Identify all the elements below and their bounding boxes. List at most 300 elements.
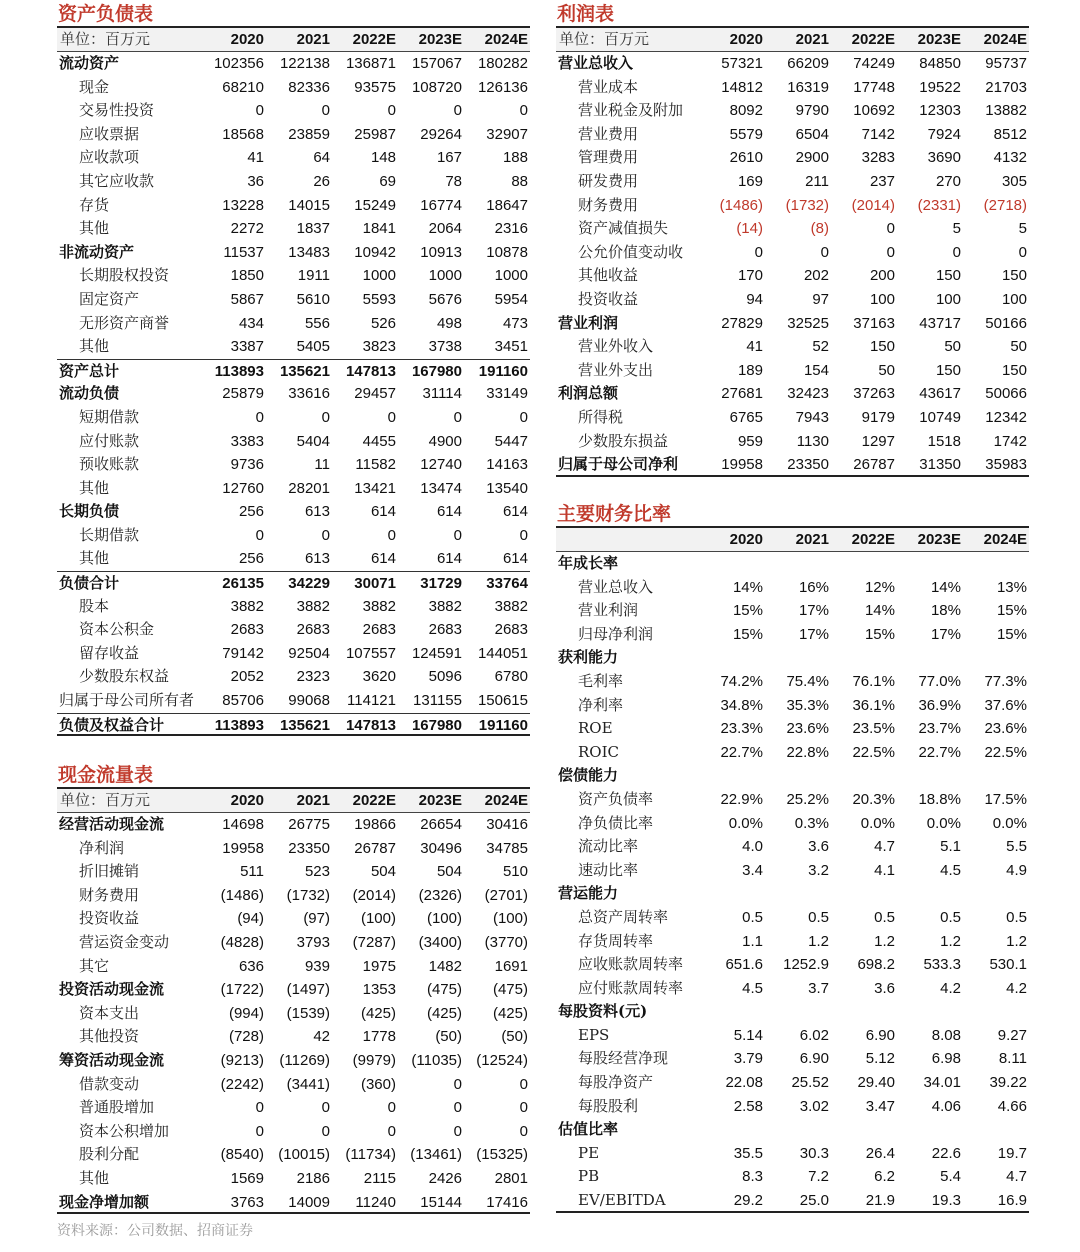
row-label: PB — [578, 1167, 600, 1186]
table-row — [556, 194, 1029, 218]
cell-value: 1353 — [362, 981, 396, 999]
cell-value: 43717 — [919, 314, 961, 332]
cell-value: 13228 — [222, 196, 264, 214]
cell-value: 3.79 — [733, 1050, 763, 1068]
cell-value: 5447 — [494, 432, 528, 450]
cell-value — [831, 646, 897, 670]
row-label: 短期借款 — [79, 407, 140, 426]
cell-value: 4.2 — [1006, 979, 1027, 997]
year-header: 2022E — [352, 792, 396, 809]
cell-value: 13483 — [288, 243, 330, 261]
cell-value: 92504 — [288, 644, 330, 662]
cell-value: 114121 — [347, 692, 396, 710]
cell-value: 13540 — [486, 479, 528, 497]
cell-value: 167980 — [411, 716, 462, 734]
cell-value: 6.02 — [799, 1026, 829, 1044]
table-row — [556, 1000, 1029, 1024]
cell-value: (2326) — [418, 886, 462, 904]
cell-value: 651.6 — [725, 956, 763, 974]
cell-value: 34.01 — [923, 1074, 961, 1092]
table-row — [57, 170, 530, 194]
cell-value: 9179 — [861, 408, 895, 426]
cell-value: 0 — [1018, 243, 1027, 261]
cell-value: 136871 — [345, 55, 396, 72]
cell-value: 22.5% — [984, 743, 1027, 761]
row-label: 负债及权益合计 — [59, 715, 165, 734]
cell-value: 18647 — [486, 196, 528, 214]
table-row — [556, 953, 1029, 977]
cell-value: 200 — [869, 267, 895, 285]
year-header: 2024E — [983, 531, 1027, 548]
year-header: 2020 — [729, 31, 763, 48]
cell-value: 31350 — [919, 456, 961, 474]
row-label: 应付账款周转率 — [578, 978, 684, 997]
table-row — [57, 813, 530, 837]
cell-value: 0 — [387, 1122, 396, 1140]
cell-value: 50 — [1010, 338, 1027, 356]
cell-value: 11 — [314, 456, 330, 474]
year-header: 2023E — [418, 792, 462, 809]
table-row — [57, 146, 530, 170]
cell-value: 959 — [737, 432, 763, 450]
cell-value: 37263 — [853, 385, 895, 403]
table-row — [57, 1120, 530, 1144]
cell-value: 614 — [370, 550, 396, 568]
row-label: 长期股权投资 — [79, 266, 170, 285]
row-label: 其它应收款 — [79, 171, 155, 190]
row-label: 应付账款 — [79, 431, 140, 450]
row-label: 净负债比率 — [578, 813, 654, 832]
cell-value: 102356 — [213, 55, 264, 72]
cell-value: 135621 — [279, 716, 330, 734]
cell-value: 32423 — [787, 385, 829, 403]
cell-value: (50) — [501, 1028, 528, 1046]
cell-value: 1837 — [296, 220, 330, 238]
table-row — [57, 1002, 530, 1026]
table-row — [57, 642, 530, 666]
cash-flow-header — [57, 789, 530, 813]
year-header: 2021 — [296, 792, 330, 809]
ratios-panel — [556, 500, 1029, 1213]
row-label: 流动负债 — [59, 384, 120, 403]
cell-value — [963, 882, 1029, 906]
balance-sheet-header — [57, 28, 530, 52]
row-label: 净利润 — [79, 838, 125, 857]
cell-value: 18% — [930, 602, 961, 620]
row-label: 其他 — [79, 1168, 110, 1187]
row-label: 资本公积金 — [79, 620, 155, 639]
cell-value: 0.0% — [728, 814, 763, 832]
table-row — [556, 359, 1029, 383]
cell-value — [699, 552, 765, 576]
cell-value: 3882 — [428, 597, 462, 615]
cell-value: 25987 — [354, 125, 396, 143]
cell-value: 23.3% — [720, 720, 763, 738]
cell-value: 5954 — [494, 290, 528, 308]
cell-value: 100 — [1001, 290, 1027, 308]
cell-value: 29.40 — [857, 1074, 895, 1092]
cell-value: 50066 — [985, 385, 1027, 403]
cell-value: 510 — [502, 863, 528, 881]
table-row — [556, 1071, 1029, 1095]
cell-value: 0 — [820, 243, 829, 261]
cell-value: 0 — [255, 102, 264, 120]
cell-value: 0 — [387, 1099, 396, 1117]
row-label: 估值比率 — [558, 1120, 619, 1139]
cell-value: 20.3% — [852, 790, 895, 808]
row-label: 年成长率 — [558, 554, 619, 572]
cell-value: (12524) — [476, 1051, 528, 1069]
cell-value: 9.27 — [997, 1026, 1027, 1044]
year-header: 2024E — [484, 31, 528, 48]
table-row — [57, 547, 530, 571]
cell-value: 4.0 — [742, 838, 763, 856]
cell-value: 11537 — [223, 243, 264, 261]
cell-value: 1691 — [494, 957, 528, 975]
cell-value: (2242) — [220, 1075, 264, 1093]
table-row — [556, 335, 1029, 359]
row-label: 负债合计 — [59, 574, 120, 593]
cell-value: (9979) — [352, 1051, 396, 1069]
cell-value: 31114 — [422, 385, 462, 403]
cell-value: 5676 — [428, 290, 462, 308]
cell-value: 35983 — [985, 456, 1027, 474]
cell-value: 30416 — [486, 816, 528, 833]
cell-value — [765, 552, 831, 576]
table-row — [57, 571, 530, 595]
cell-value: 0 — [519, 1099, 528, 1117]
cell-value: 3738 — [428, 338, 462, 356]
cell-value: 15% — [732, 602, 763, 620]
cell-value: 74249 — [853, 55, 895, 72]
cell-value: 1482 — [428, 957, 462, 975]
cell-value: 0 — [255, 1099, 264, 1117]
cell-value: 5867 — [230, 290, 264, 308]
cell-value: 3283 — [861, 149, 895, 167]
cell-value: 1.2 — [940, 932, 961, 950]
cell-value — [765, 1000, 831, 1024]
year-header: 2024E — [983, 31, 1027, 48]
cell-value: 14015 — [288, 196, 330, 214]
cell-value: 107557 — [345, 644, 396, 662]
cell-value — [897, 552, 963, 576]
cell-value: 32907 — [486, 125, 528, 143]
table-row — [556, 623, 1029, 647]
row-label: 固定资产 — [79, 289, 140, 308]
cell-value: 473 — [502, 314, 528, 332]
cell-value: 0 — [321, 408, 330, 426]
row-label: 资本公积增加 — [79, 1121, 170, 1140]
cell-value: 19.3 — [931, 1192, 961, 1210]
row-label: 长期负债 — [59, 502, 120, 521]
table-row — [556, 882, 1029, 906]
row-label: 应收账款周转率 — [578, 955, 684, 974]
row-label: 其他 — [79, 478, 110, 497]
cell-value: 2683 — [428, 621, 462, 639]
cell-value: 3.02 — [799, 1097, 829, 1115]
cell-value: 3387 — [230, 338, 264, 356]
unit-label: 单位：百万元 — [60, 30, 151, 48]
cell-value: 4.66 — [997, 1097, 1027, 1115]
cell-value: 636 — [238, 957, 264, 975]
cell-value: (425) — [426, 1004, 462, 1022]
cell-value: 2683 — [230, 621, 264, 639]
cell-value: 31729 — [420, 575, 462, 593]
table-row — [57, 406, 530, 430]
table-row — [57, 52, 530, 76]
cell-value: 4.5 — [940, 861, 961, 879]
row-label: 存货周转率 — [578, 931, 654, 950]
cell-value: 3763 — [230, 1193, 264, 1211]
table-row — [57, 1191, 530, 1215]
cell-value: 1252.9 — [783, 956, 829, 974]
cell-value: 19522 — [919, 78, 961, 96]
cell-value: 15% — [864, 625, 895, 643]
table-row — [556, 430, 1029, 454]
table-row — [556, 52, 1029, 76]
cell-value: 14% — [930, 578, 961, 596]
row-label: 公允价值变动收 — [578, 242, 684, 261]
cell-value: 0.5 — [1006, 908, 1027, 926]
row-label: 财务费用 — [79, 885, 140, 904]
cell-value: 13474 — [420, 479, 462, 497]
table-row — [556, 764, 1029, 788]
table-row — [57, 665, 530, 689]
cell-value: 504 — [436, 863, 462, 881]
cell-value: 0.3% — [794, 814, 829, 832]
cell-value: (15325) — [476, 1146, 528, 1164]
row-label: 资产负债率 — [578, 789, 654, 808]
cell-value: (2718) — [983, 196, 1027, 214]
income-statement-body — [556, 52, 1029, 477]
cell-value: 2801 — [494, 1169, 528, 1187]
cell-value: 5.12 — [865, 1050, 895, 1068]
cell-value: 41 — [746, 338, 763, 356]
cell-value: 1841 — [362, 220, 396, 238]
cell-value: 19958 — [222, 839, 264, 857]
cell-value: (2331) — [917, 196, 961, 214]
cell-value — [765, 882, 831, 906]
cell-value: 13421 — [354, 479, 396, 497]
cell-value: 17.5% — [984, 790, 1027, 808]
cell-value: 23350 — [787, 456, 829, 474]
cell-value: 6.90 — [865, 1026, 895, 1044]
table-row — [57, 430, 530, 454]
cell-value: 614 — [436, 550, 462, 568]
cell-value: 3.47 — [865, 1097, 895, 1115]
row-label: 资本支出 — [79, 1003, 140, 1022]
cell-value: 36 — [247, 172, 264, 190]
cell-value: (425) — [360, 1004, 396, 1022]
cell-value: 3882 — [494, 597, 528, 615]
cell-value — [963, 646, 1029, 670]
cell-value: 1.1 — [742, 932, 763, 950]
row-label: 投资活动现金流 — [59, 980, 165, 999]
cell-value: 5 — [952, 220, 961, 238]
cell-value: 108720 — [411, 78, 462, 96]
cell-value: 4455 — [362, 432, 396, 450]
row-label: 其他投资 — [79, 1027, 140, 1046]
table-row — [57, 931, 530, 955]
table-row — [57, 618, 530, 642]
cell-value: 10942 — [354, 243, 396, 261]
cell-value: 0 — [453, 1099, 462, 1117]
table-row — [556, 670, 1029, 694]
table-row — [57, 382, 530, 406]
cell-value: (1486) — [719, 196, 763, 214]
cell-value: 126136 — [477, 78, 528, 96]
cell-value: 4.7 — [1006, 1168, 1027, 1186]
year-header: 2020 — [230, 792, 264, 809]
table-row — [556, 1189, 1029, 1213]
cell-value: 8.11 — [998, 1050, 1027, 1068]
cell-value: 0 — [255, 1122, 264, 1140]
cell-value: 0 — [519, 526, 528, 544]
cell-value: 34229 — [288, 575, 330, 593]
cell-value: 26135 — [222, 575, 264, 593]
cell-value: (8) — [810, 220, 829, 238]
cell-value: 191160 — [478, 362, 528, 380]
cell-value: 3.6 — [808, 838, 829, 856]
cell-value: 1.2 — [874, 932, 895, 950]
table-row — [57, 264, 530, 288]
cell-value: 0 — [952, 243, 961, 261]
cash-flow-body — [57, 813, 530, 1214]
row-label: EV/EBITDA — [578, 1191, 666, 1210]
cell-value: 5.14 — [733, 1026, 763, 1044]
cell-value: 75.4% — [786, 672, 829, 690]
cell-value: 17% — [798, 625, 829, 643]
cell-value: 22.8% — [786, 743, 829, 761]
row-label: 其它 — [79, 956, 110, 975]
cell-value: 26787 — [853, 456, 895, 474]
cell-value: 1911 — [297, 267, 330, 285]
cell-value — [699, 1000, 765, 1024]
ratios-body — [556, 552, 1029, 1213]
cell-value: 82336 — [288, 78, 330, 96]
table-row — [556, 99, 1029, 123]
row-label: PE — [578, 1143, 600, 1162]
cell-value: 613 — [304, 503, 330, 521]
cell-value: (100) — [426, 910, 462, 928]
cell-value: 0.0% — [992, 814, 1027, 832]
table-row — [556, 788, 1029, 812]
row-label: 股本 — [79, 596, 110, 615]
row-label: 营业外收入 — [578, 337, 654, 356]
table-row — [57, 123, 530, 147]
table-row — [556, 812, 1029, 836]
cell-value: 5579 — [729, 125, 763, 143]
cell-value: 12740 — [420, 456, 462, 474]
row-label: 营运资金变动 — [79, 932, 170, 951]
table-row — [556, 552, 1029, 576]
cell-value: 2610 — [729, 149, 763, 167]
table-row — [556, 382, 1029, 406]
cell-value: 16319 — [787, 78, 829, 96]
cell-value: 614 — [502, 503, 528, 521]
cell-value: (475) — [492, 981, 528, 999]
cell-value: 556 — [304, 314, 330, 332]
cell-value: 26787 — [354, 839, 396, 857]
table-row — [556, 1165, 1029, 1189]
cell-value: 16.9 — [997, 1192, 1027, 1210]
cell-value: 0 — [255, 408, 264, 426]
table-row — [556, 576, 1029, 600]
cell-value: 1742 — [993, 432, 1027, 450]
row-label: 营业总收入 — [578, 577, 654, 596]
cell-value: 22.08 — [725, 1074, 763, 1092]
cell-value: 0 — [453, 1075, 462, 1093]
cell-value: 0 — [321, 102, 330, 120]
row-label: 归属于母公司净利 — [558, 455, 679, 474]
cell-value: 29457 — [354, 385, 396, 403]
cell-value: 27829 — [721, 314, 763, 332]
table-row — [57, 1143, 530, 1167]
cell-value: (100) — [492, 910, 528, 928]
cell-value: 2426 — [428, 1169, 462, 1187]
cell-value — [963, 1000, 1029, 1024]
cell-value: 3.4 — [742, 861, 763, 879]
cell-value: 150 — [935, 267, 961, 285]
cell-value: 15% — [996, 625, 1027, 643]
cell-value: 180282 — [477, 55, 528, 72]
row-label: 偿债能力 — [558, 766, 619, 785]
cell-value: 167 — [436, 149, 462, 167]
cell-value: 22.7% — [720, 743, 763, 761]
cell-value: 25879 — [222, 385, 264, 403]
cell-value: 0 — [387, 408, 396, 426]
cell-value: (14) — [736, 220, 763, 238]
cell-value: (4828) — [220, 933, 264, 951]
cell-value: 15249 — [354, 196, 396, 214]
cell-value: 6.90 — [799, 1050, 829, 1068]
cell-value: 148 — [370, 149, 396, 167]
cell-value: 22.9% — [720, 790, 763, 808]
cell-value — [831, 1118, 897, 1142]
cell-value: 12% — [864, 578, 895, 596]
table-row — [556, 1095, 1029, 1119]
cell-value: 15% — [732, 625, 763, 643]
cell-value: (1732) — [785, 196, 829, 214]
row-label: 营业外支出 — [578, 360, 654, 379]
table-row — [556, 453, 1029, 477]
cell-value: 698.2 — [857, 956, 895, 974]
row-label: 每股净资产 — [578, 1073, 654, 1092]
cell-value: 122138 — [279, 55, 330, 72]
cell-value: 39.22 — [989, 1074, 1027, 1092]
table-row — [57, 288, 530, 312]
table-row — [556, 741, 1029, 765]
cell-value — [831, 552, 897, 576]
cell-value: 131155 — [413, 692, 462, 710]
year-header: 2021 — [795, 531, 829, 548]
cell-value: 189 — [737, 361, 763, 379]
table-row — [556, 859, 1029, 883]
cell-value: 14163 — [486, 456, 528, 474]
cell-value: 2.58 — [733, 1097, 763, 1115]
cell-value: 0.0% — [860, 814, 895, 832]
cell-value: 25.0 — [799, 1192, 829, 1210]
cell-value: 0 — [519, 1075, 528, 1093]
row-label: 流动资产 — [59, 54, 120, 72]
ratios-header — [556, 528, 1029, 552]
cell-value: 13% — [996, 578, 1027, 596]
cell-value: 33616 — [288, 385, 330, 403]
table-row — [57, 500, 530, 524]
cell-value: 1778 — [362, 1028, 396, 1046]
row-label: EPS — [578, 1025, 610, 1044]
cell-value: 0 — [321, 526, 330, 544]
